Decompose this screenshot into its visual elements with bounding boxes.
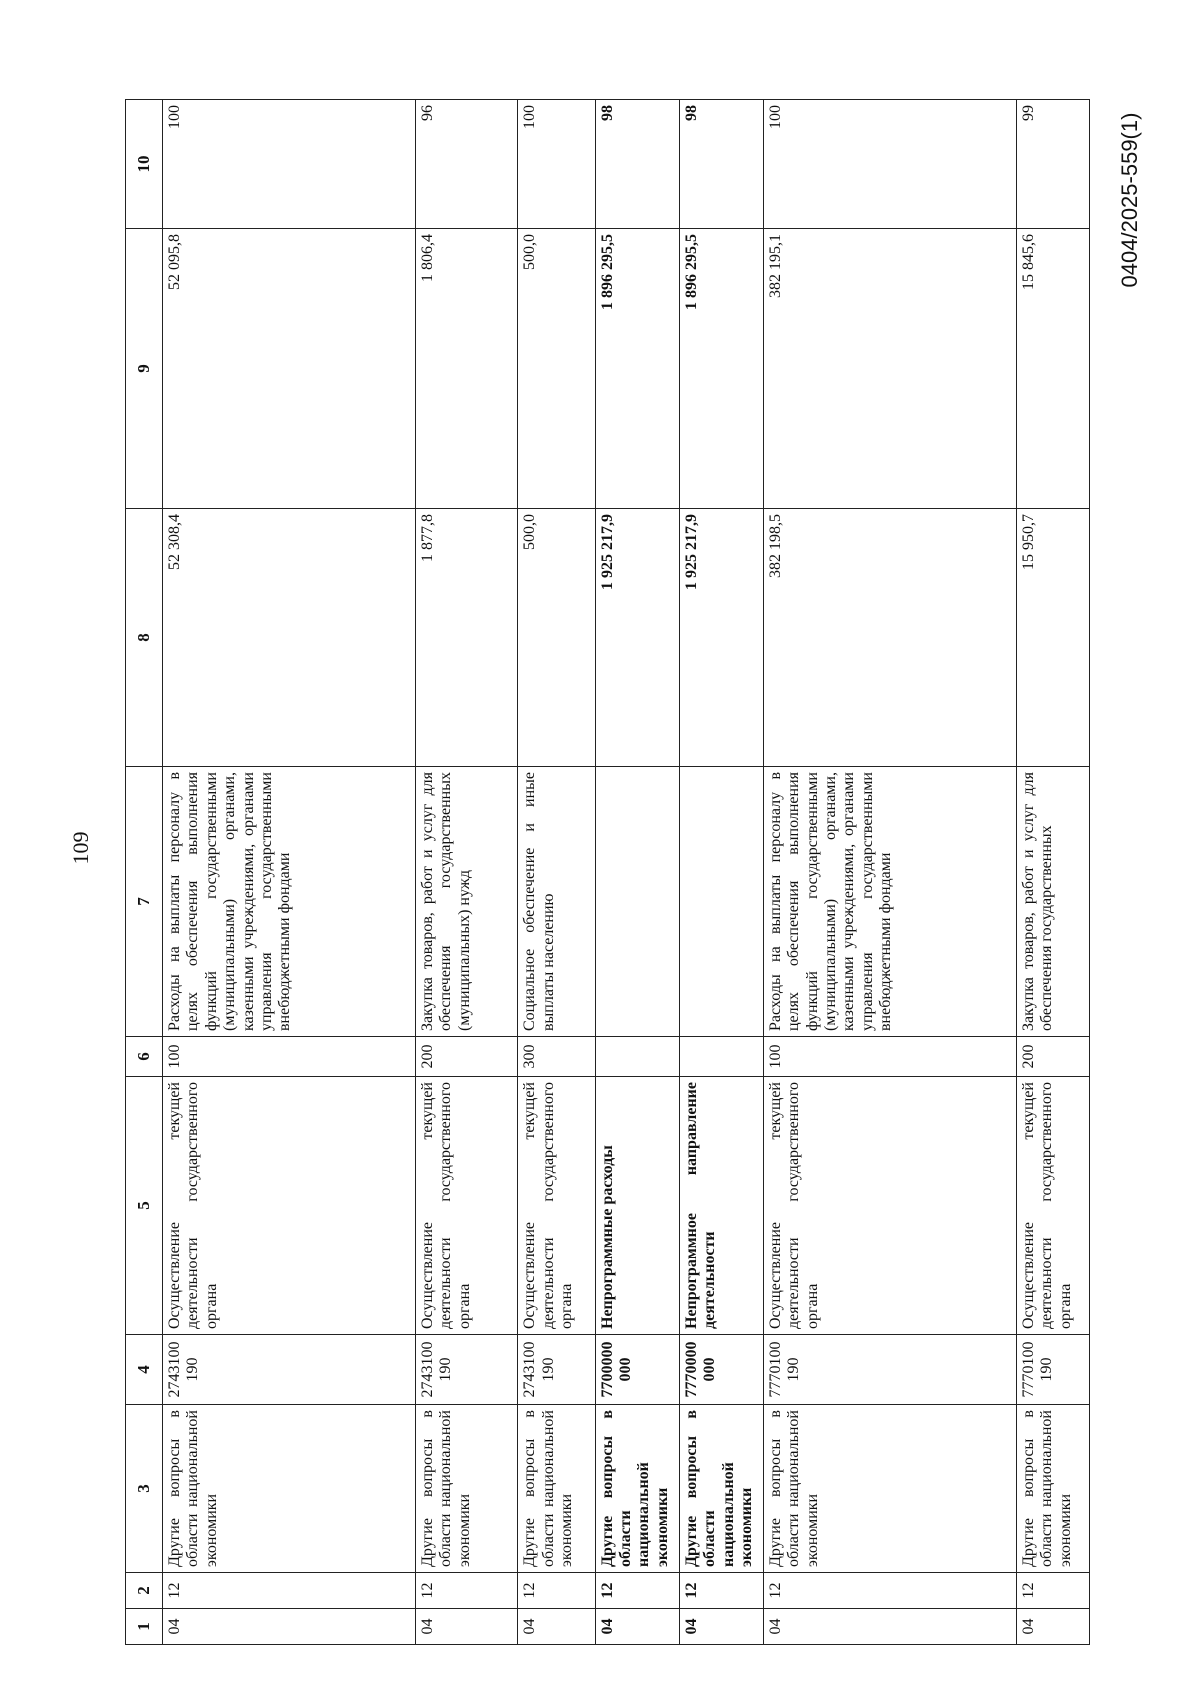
col-header: 9 — [126, 229, 163, 509]
section-code-cell: 04 — [1016, 1609, 1089, 1645]
page-number: 109 — [68, 831, 93, 865]
col-header: 3 — [126, 1405, 163, 1573]
target-article-name-cell: Осуществление текущей деятельности государственного органа — [763, 1077, 1016, 1335]
col-header: 5 — [126, 1077, 163, 1335]
expense-type-code-cell: 300 — [518, 1037, 595, 1077]
subsection-name-cell: Другие вопросы в области национальной экономики — [763, 1405, 1016, 1573]
planned-amount-cell: 15 950,7 — [1016, 509, 1089, 767]
expense-type-code-cell: 100 — [763, 1037, 1016, 1077]
section-code-cell: 04 — [679, 1609, 763, 1645]
subsection-name-cell: Другие вопросы в области национальной экономики — [595, 1405, 679, 1573]
planned-amount-cell: 1 925 217,9 — [679, 509, 763, 767]
expense-type-name-cell: Закупка товаров, работ и услуг для обеспечения государственных — [1016, 767, 1089, 1037]
expense-type-code-cell — [679, 1037, 763, 1077]
expense-type-name-cell — [679, 767, 763, 1037]
table-body — [163, 100, 1090, 1645]
executed-amount-cell: 52 095,8 — [163, 229, 416, 509]
target-article-code-cell: 7770100 190 — [1016, 1335, 1089, 1405]
subsection-name-cell: Другие вопросы в области национальной экономики — [518, 1405, 595, 1573]
col-header: 6 — [126, 1037, 163, 1077]
planned-amount-cell: 52 308,4 — [163, 509, 416, 767]
execution-percent-cell: 99 — [1016, 100, 1089, 229]
subsection-code-cell: 12 — [518, 1573, 595, 1609]
table-row — [1016, 100, 1089, 1645]
subsection-code-cell: 12 — [763, 1573, 1016, 1609]
subsection-code-cell: 12 — [1016, 1573, 1089, 1609]
planned-amount-cell: 1 925 217,9 — [595, 509, 679, 767]
executed-amount-cell: 1 896 295,5 — [679, 229, 763, 509]
expense-type-name-cell: Расходы на выплаты персоналу в целях обеспечения выполнения функций государственными (муниципальными) органами, казенными учреждениями, органами управления государственными внебюджетными фондами — [163, 767, 416, 1037]
expense-type-code-cell: 200 — [415, 1037, 517, 1077]
rotated-table-container — [125, 100, 1090, 1645]
table-row — [163, 100, 416, 1645]
target-article-name-cell: Осуществление текущей деятельности государственного органа — [1016, 1077, 1089, 1335]
execution-percent-cell: 98 — [595, 100, 679, 229]
executed-amount-cell: 500,0 — [518, 229, 595, 509]
document-code: 0404/2025-559(1) — [1117, 112, 1142, 288]
col-header: 10 — [126, 100, 163, 229]
target-article-name-cell: Осуществление текущей деятельности государственного органа — [518, 1077, 595, 1335]
budget-table — [125, 99, 1090, 1645]
expense-type-name-cell: Расходы на выплаты персоналу в целях обеспечения выполнения функций государственными (муниципальными) органами, казенными учреждениями, органами управления государственными внебюджетными фондами — [763, 767, 1016, 1037]
target-article-name-cell: Осуществление текущей деятельности государственного органа — [163, 1077, 416, 1335]
planned-amount-cell: 1 877,8 — [415, 509, 517, 767]
subsection-code-cell: 12 — [679, 1573, 763, 1609]
expense-type-name-cell: Социальное обеспечение и иные выплаты населению — [518, 767, 595, 1037]
executed-amount-cell: 382 195,1 — [763, 229, 1016, 509]
expense-type-code-cell: 100 — [163, 1037, 416, 1077]
expense-type-code-cell — [595, 1037, 679, 1077]
expense-type-name-cell: Закупка товаров, работ и услуг для обеспечения государственных (муниципальных) нужд — [415, 767, 517, 1037]
executed-amount-cell: 1 896 295,5 — [595, 229, 679, 509]
section-code-cell: 04 — [763, 1609, 1016, 1645]
table-header-row — [126, 100, 163, 1645]
subsection-name-cell: Другие вопросы в области национальной экономики — [163, 1405, 416, 1573]
target-article-name-cell: Непрограммное направление деятельности — [679, 1077, 763, 1335]
expense-type-code-cell: 200 — [1016, 1037, 1089, 1077]
target-article-code-cell: 7770000 000 — [679, 1335, 763, 1405]
target-article-name-cell: Непрограммные расходы — [595, 1077, 679, 1335]
section-code-cell: 04 — [595, 1609, 679, 1645]
subsection-code-cell: 12 — [415, 1573, 517, 1609]
execution-percent-cell: 100 — [518, 100, 595, 229]
col-header: 7 — [126, 767, 163, 1037]
table-row — [518, 100, 595, 1645]
target-article-code-cell: 7700000 000 — [595, 1335, 679, 1405]
table-row — [679, 100, 763, 1645]
table-row — [763, 100, 1016, 1645]
execution-percent-cell: 96 — [415, 100, 517, 229]
col-header: 8 — [126, 509, 163, 767]
planned-amount-cell: 500,0 — [518, 509, 595, 767]
table-row — [595, 100, 679, 1645]
subsection-name-cell: Другие вопросы в области национальной экономики — [415, 1405, 517, 1573]
subsection-code-cell: 12 — [163, 1573, 416, 1609]
col-header: 4 — [126, 1335, 163, 1405]
executed-amount-cell: 15 845,6 — [1016, 229, 1089, 509]
target-article-code-cell: 2743100 190 — [518, 1335, 595, 1405]
table-row — [415, 100, 517, 1645]
expense-type-name-cell — [595, 767, 679, 1037]
target-article-code-cell: 2743100 190 — [163, 1335, 416, 1405]
execution-percent-cell: 100 — [163, 100, 416, 229]
target-article-code-cell: 2743100 190 — [415, 1335, 517, 1405]
executed-amount-cell: 1 806,4 — [415, 229, 517, 509]
section-code-cell: 04 — [415, 1609, 517, 1645]
col-header: 2 — [126, 1573, 163, 1609]
col-header: 1 — [126, 1609, 163, 1645]
execution-percent-cell: 98 — [679, 100, 763, 229]
target-article-code-cell: 7770100 190 — [763, 1335, 1016, 1405]
target-article-name-cell: Осуществление текущей деятельности государственного органа — [415, 1077, 517, 1335]
execution-percent-cell: 100 — [763, 100, 1016, 229]
subsection-name-cell: Другие вопросы в области национальной экономики — [679, 1405, 763, 1573]
planned-amount-cell: 382 198,5 — [763, 509, 1016, 767]
section-code-cell: 04 — [518, 1609, 595, 1645]
subsection-name-cell: Другие вопросы в области национальной экономики — [1016, 1405, 1089, 1573]
section-code-cell: 04 — [163, 1609, 416, 1645]
subsection-code-cell: 12 — [595, 1573, 679, 1609]
